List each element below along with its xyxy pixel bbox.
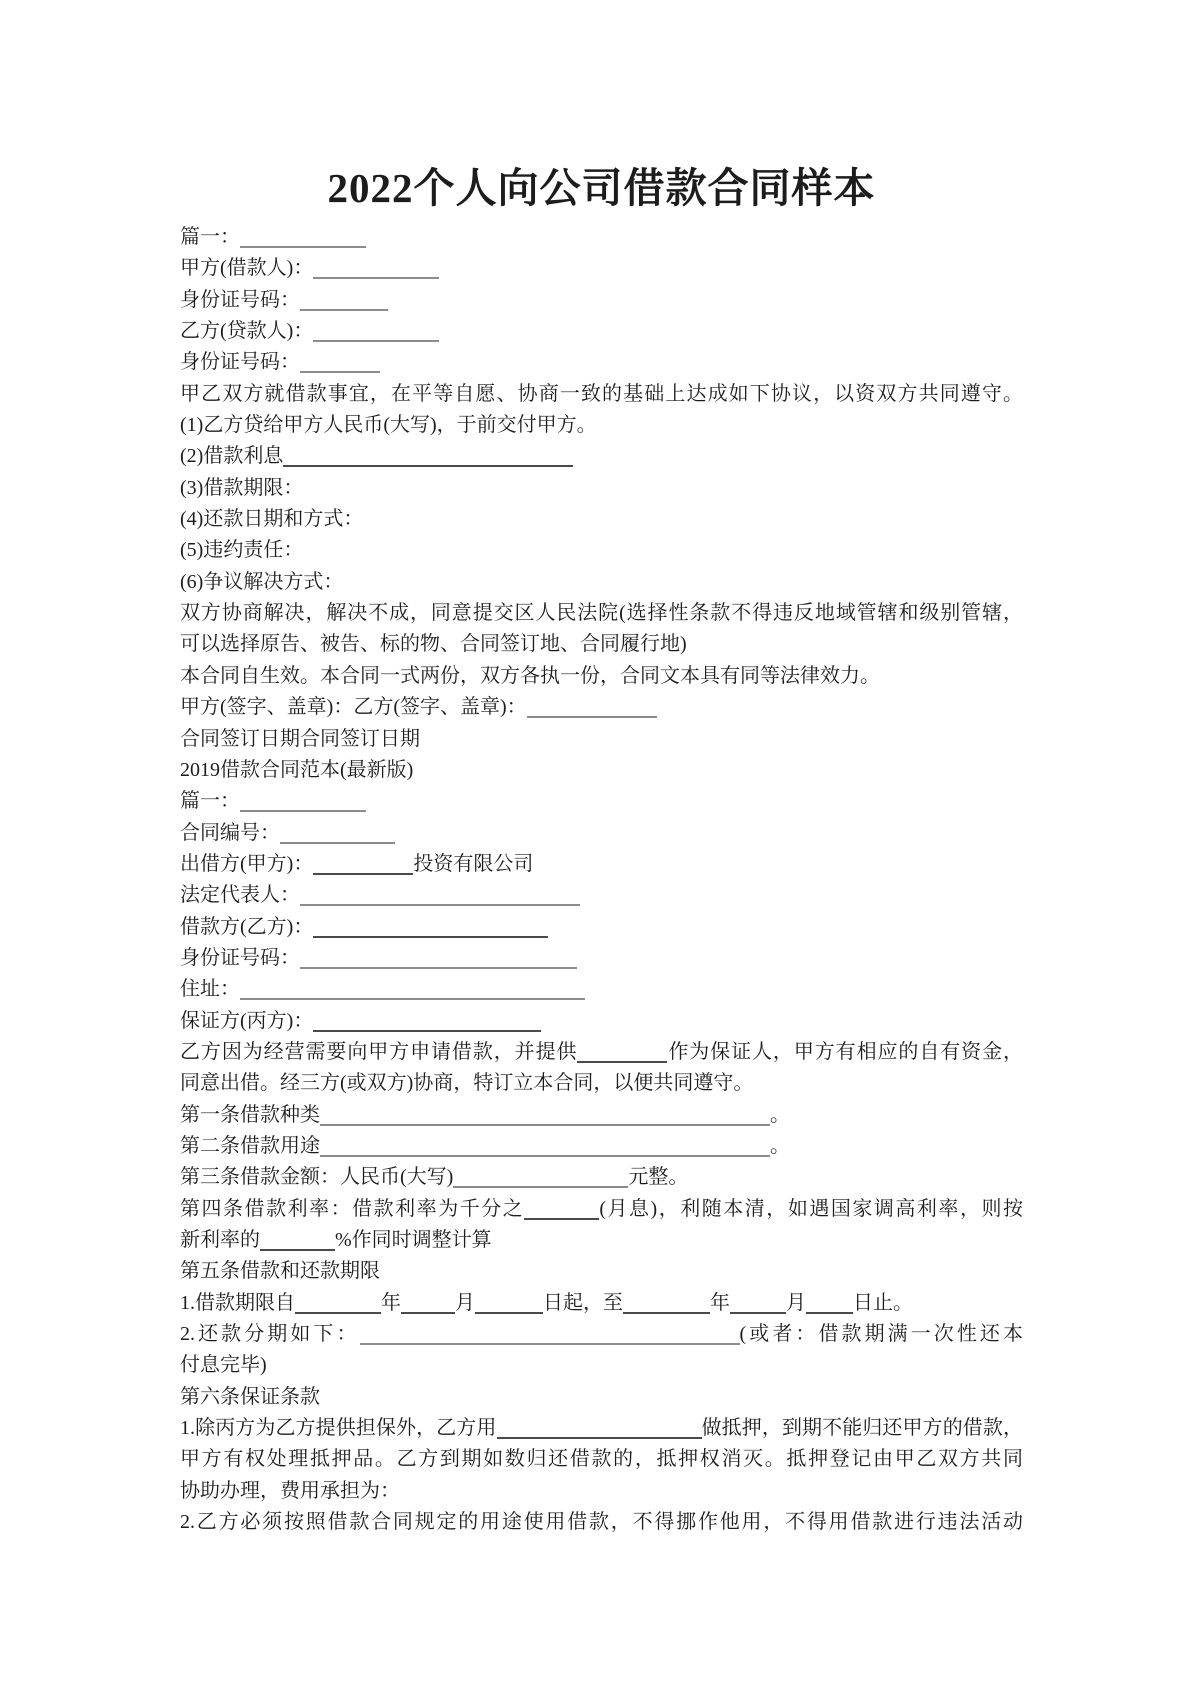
text-segment: 年 xyxy=(381,1291,401,1314)
text-line xyxy=(180,692,1023,723)
text-line xyxy=(180,786,1023,817)
text-line xyxy=(180,1162,1023,1193)
text-segment: 本合同自生效。本合同一式两份，双方各执一份，合同文本具有同等法律效力。 xyxy=(180,664,880,687)
blank-underline xyxy=(240,232,366,248)
text-line xyxy=(180,379,1023,410)
text-segment: (2)借款利息 xyxy=(180,445,284,468)
document-body xyxy=(180,222,1023,1538)
text-line xyxy=(180,222,1023,253)
text-segment: (3)借款期限： xyxy=(180,476,304,499)
text-line xyxy=(180,316,1023,347)
text-segment: 2.乙方必须按照借款合同规定的用途使用借款，不得挪作他用，不得用借款进行违法活动 xyxy=(180,1511,1023,1534)
text-segment: 第一条借款种类 xyxy=(180,1103,320,1126)
blank-underline xyxy=(475,1298,543,1314)
text-line xyxy=(180,1319,1023,1350)
text-segment: (4)还款日期和方式： xyxy=(180,508,364,531)
text-line xyxy=(180,1131,1023,1162)
blank-underline xyxy=(313,1016,541,1032)
blank-underline xyxy=(730,1298,786,1314)
text-segment: 篇一： xyxy=(180,226,240,248)
text-segment: 投资有限公司 xyxy=(413,852,534,875)
blank-underline xyxy=(280,828,395,844)
text-line xyxy=(180,1225,1023,1256)
text-segment: 年 xyxy=(710,1291,730,1314)
text-line xyxy=(180,253,1023,284)
text-segment: 第四条借款利率：借款利率为千分之 xyxy=(180,1197,525,1220)
text-line xyxy=(180,598,1023,629)
blank-underline xyxy=(497,1423,702,1439)
blank-underline xyxy=(300,357,380,373)
text-segment: 甲方(借款人)： xyxy=(180,257,314,280)
text-line xyxy=(180,347,1023,378)
text-line xyxy=(180,912,1023,943)
text-line xyxy=(180,1288,1023,1319)
text-segment: 同意出借。经三方(或双方)协商，特订立本合同，以便共同遵守。 xyxy=(180,1072,754,1095)
text-line xyxy=(180,1037,1023,1068)
text-line xyxy=(180,974,1023,1005)
text-line xyxy=(180,661,1023,692)
blank-underline xyxy=(313,859,413,875)
text-line xyxy=(180,285,1023,316)
text-line xyxy=(180,567,1023,598)
text-segment: 法定代表人： xyxy=(180,884,300,907)
text-segment: 住址： xyxy=(180,978,240,1001)
text-line xyxy=(180,849,1023,880)
text-segment: (月息)，利随本清，如遇国家调高利率，则按 xyxy=(599,1197,1024,1220)
text-segment: 第六条保证条款 xyxy=(180,1385,320,1408)
blank-underline xyxy=(240,796,366,812)
text-segment: 乙方因为经营需要向甲方申请借款，并提供 xyxy=(180,1040,578,1063)
blank-underline xyxy=(260,1235,335,1251)
text-segment: 付息完毕) xyxy=(180,1354,267,1377)
blank-underline xyxy=(313,263,439,279)
blank-underline xyxy=(283,451,573,467)
text-segment: 保证方(丙方)： xyxy=(180,1009,314,1032)
text-line xyxy=(180,441,1023,472)
text-line xyxy=(180,1507,1023,1538)
blank-underline xyxy=(360,1329,740,1345)
text-line xyxy=(180,880,1023,911)
text-segment: 合同签订日期合同签订日期 xyxy=(180,727,420,750)
text-segment: (5)违约责任： xyxy=(180,539,304,562)
text-segment: %作同时调整计算 xyxy=(335,1229,492,1251)
text-segment: 2019借款合同范本(最新版) xyxy=(180,758,414,781)
text-line xyxy=(180,755,1023,786)
text-segment: 出借方(甲方)： xyxy=(180,852,314,875)
blank-underline xyxy=(320,1141,770,1157)
text-line xyxy=(180,943,1023,974)
text-segment: 篇一： xyxy=(180,790,240,813)
blank-underline xyxy=(453,1172,628,1188)
text-segment: 1.除丙方为乙方提供担保外，乙方用 xyxy=(180,1417,497,1440)
text-line xyxy=(180,1068,1023,1099)
blank-underline xyxy=(240,984,585,1000)
text-segment: 第三条借款金额：人民币(大写) xyxy=(180,1166,454,1189)
text-segment: 元整。 xyxy=(628,1166,689,1189)
text-segment: (或者：借款期满一次性还本 xyxy=(739,1323,1023,1346)
text-line xyxy=(180,1194,1023,1225)
text-segment: 新利率的 xyxy=(180,1229,260,1251)
blank-underline xyxy=(313,326,439,342)
text-segment: 双方协商解决，解决不成，同意提交区人民法院(选择性条款不得违反地域管辖和级别管辖， xyxy=(180,602,1023,625)
text-segment: 月 xyxy=(786,1291,806,1314)
text-segment: 作为保证人，甲方有相应的自有资金， xyxy=(667,1040,1024,1063)
text-segment: 做抵押，到期不能归还甲方的借款， xyxy=(701,1417,1023,1440)
text-line xyxy=(180,1444,1023,1475)
blank-underline xyxy=(300,295,388,311)
text-segment: 2.还款分期如下： xyxy=(180,1323,360,1346)
text-segment: 日起，至 xyxy=(543,1291,623,1314)
text-line xyxy=(180,1256,1023,1287)
blank-underline xyxy=(806,1298,853,1314)
text-segment: 第二条借款用途 xyxy=(180,1134,320,1157)
blank-underline xyxy=(577,1047,667,1063)
blank-underline xyxy=(623,1298,710,1314)
text-segment: 甲方有权处理抵押品。乙方到期如数归还借款的，抵押权消灭。抵押登记由甲乙双方共同 xyxy=(180,1448,1023,1471)
text-line xyxy=(180,1006,1023,1037)
text-line xyxy=(180,818,1023,849)
text-segment: 甲乙双方就借款事宜，在平等自愿、协商一致的基础上达成如下协议，以资双方共同遵守。 xyxy=(180,382,1023,405)
text-segment: 。 xyxy=(770,1134,790,1157)
blank-underline xyxy=(300,953,577,969)
text-segment: 第五条借款和还款期限 xyxy=(180,1260,380,1283)
text-segment: 身份证号码： xyxy=(180,946,300,969)
text-segment: 借款方(乙方)： xyxy=(180,915,314,938)
text-line xyxy=(180,1382,1023,1413)
document-title: 2022个人向公司借款合同样本 xyxy=(327,165,876,211)
blank-underline xyxy=(300,890,580,906)
text-segment: 合同编号： xyxy=(180,821,280,844)
text-segment: 可以选择原告、被告、标的物、合同签订地、合同履行地) xyxy=(180,633,687,656)
blank-underline xyxy=(313,922,548,938)
blank-underline xyxy=(524,1204,599,1220)
text-segment: 乙方(贷款人)： xyxy=(180,320,314,343)
text-segment: (6)争议解决方式： xyxy=(180,570,344,593)
text-segment: 月 xyxy=(455,1291,475,1314)
text-line xyxy=(180,629,1023,660)
blank-underline xyxy=(527,702,657,718)
text-line xyxy=(180,1100,1023,1131)
text-line xyxy=(180,410,1023,441)
text-segment: (1)乙方贷给甲方人民币(大写)，于前交付甲方。 xyxy=(180,414,597,437)
text-segment: 日止。 xyxy=(853,1291,913,1314)
text-line xyxy=(180,1476,1023,1507)
blank-underline xyxy=(295,1298,381,1314)
text-line xyxy=(180,1413,1023,1444)
text-segment: 身份证号码： xyxy=(180,351,300,374)
text-line xyxy=(180,473,1023,504)
text-segment: 1.借款期限自 xyxy=(180,1291,295,1314)
text-segment: 协助办理，费用承担为： xyxy=(180,1479,400,1502)
text-segment: 甲方(签字、盖章)：乙方(签字、盖章)： xyxy=(180,696,527,719)
text-segment: 。 xyxy=(770,1103,790,1126)
text-line xyxy=(180,535,1023,566)
text-segment: 身份证号码： xyxy=(180,288,300,311)
text-line xyxy=(180,504,1023,535)
text-line xyxy=(180,724,1023,755)
text-line xyxy=(180,1350,1023,1381)
blank-underline xyxy=(320,1110,770,1126)
blank-underline xyxy=(401,1298,455,1314)
